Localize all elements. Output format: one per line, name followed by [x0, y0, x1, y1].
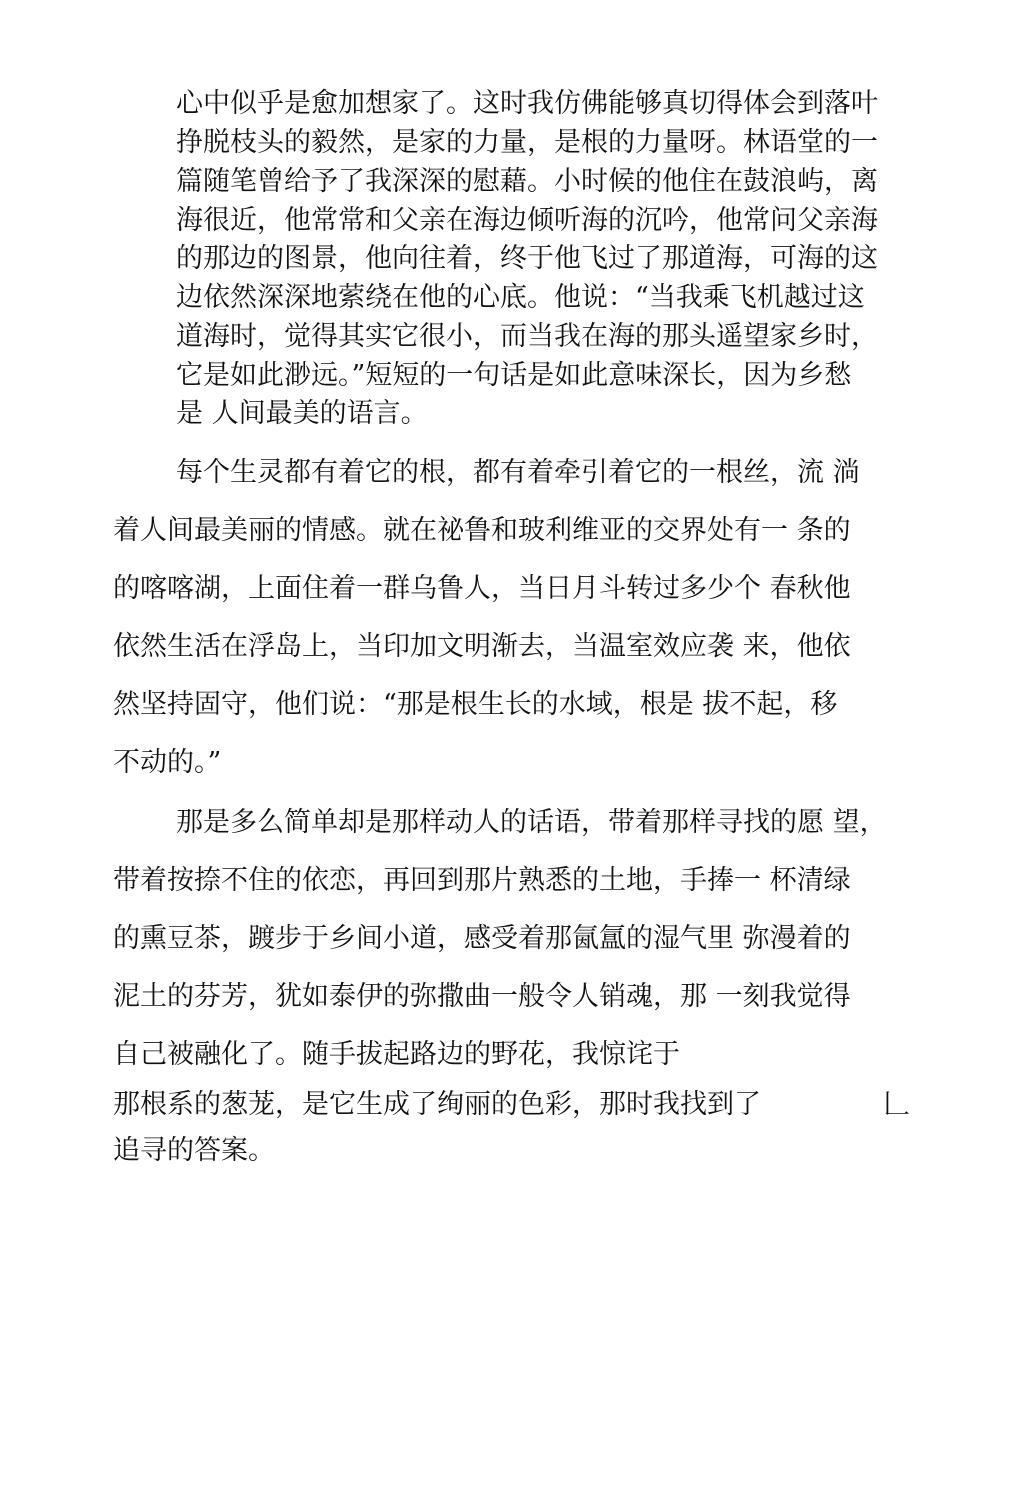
text-line: 的喀喀湖，上面住着一群乌鲁人，当日月斗转过多少个 春秋他 — [113, 573, 851, 604]
text-line: 自己被融化了。随手拔起路边的野花，我惊诧于 — [113, 1039, 680, 1070]
text-line: 每个生灵都有着它的根，都有着牵引着它的一根丝，流 淌 — [176, 457, 860, 488]
text-line: 追寻的答案。 — [113, 1135, 275, 1166]
text-line: 海很近，他常常和父亲在海边倾听海的沉吟，他常问父亲海 — [176, 205, 878, 236]
text-line: 着人间最美丽的情感。就在祕鲁和玻利维亚的交界处有一 条的 — [113, 515, 851, 546]
text-line: 然坚持固守，他们说：“那是根生长的水域，根是 拔不起，移 — [113, 689, 838, 720]
text-line: 心中似乎是愈加想家了。这时我仿佛能够真切得体会到落叶 — [176, 88, 878, 119]
text-line: 不动的。” — [113, 747, 222, 778]
text-line: 的那边的图景，他向往着，终于他飞过了那道海，可海的这 — [176, 243, 878, 274]
text-line: 泥土的芬芳，犹如泰伊的弥撒曲一般令人销魂，那 一刻我觉得 — [113, 981, 851, 1012]
text-line: 是 人间最美的语言。 — [176, 398, 428, 429]
text-line: 的熏豆茶，踱步于乡间小道，感受着那氤氲的湿气里 弥漫着的 — [113, 923, 851, 954]
text-line: 篇随笔曾给予了我深深的慰藉。小时候的他住在鼓浪屿，离 — [176, 166, 878, 197]
stray-character: 𠃊 — [883, 1089, 910, 1120]
text-line: 那是多么简单却是那样动人的话语，带着那样寻找的愿 望， — [176, 807, 887, 838]
text-line: 那根系的葱茏，是它生成了绚丽的色彩，那时我找到了 — [113, 1089, 761, 1120]
text-line: 依然生活在浮岛上，当印加文明渐去，当温室效应袭 来，他依 — [113, 631, 851, 662]
text-line: 挣脱枝头的毅然，是家的力量，是根的力量呀。林语堂的一 — [176, 127, 878, 158]
text-line: 它是如此渺远。”短短的一句话是如此意味深长，因为乡愁 — [176, 360, 852, 391]
text-line: 道海时，觉得其实它很小，而当我在海的那头遥望家乡时， — [176, 321, 878, 352]
text-line: 带着按捺不住的依恋，再回到那片熟悉的土地，手捧一 杯清绿 — [113, 865, 851, 896]
text-line: 边依然深深地萦绕在他的心底。他说：“当我乘飞机越过这 — [176, 282, 865, 313]
